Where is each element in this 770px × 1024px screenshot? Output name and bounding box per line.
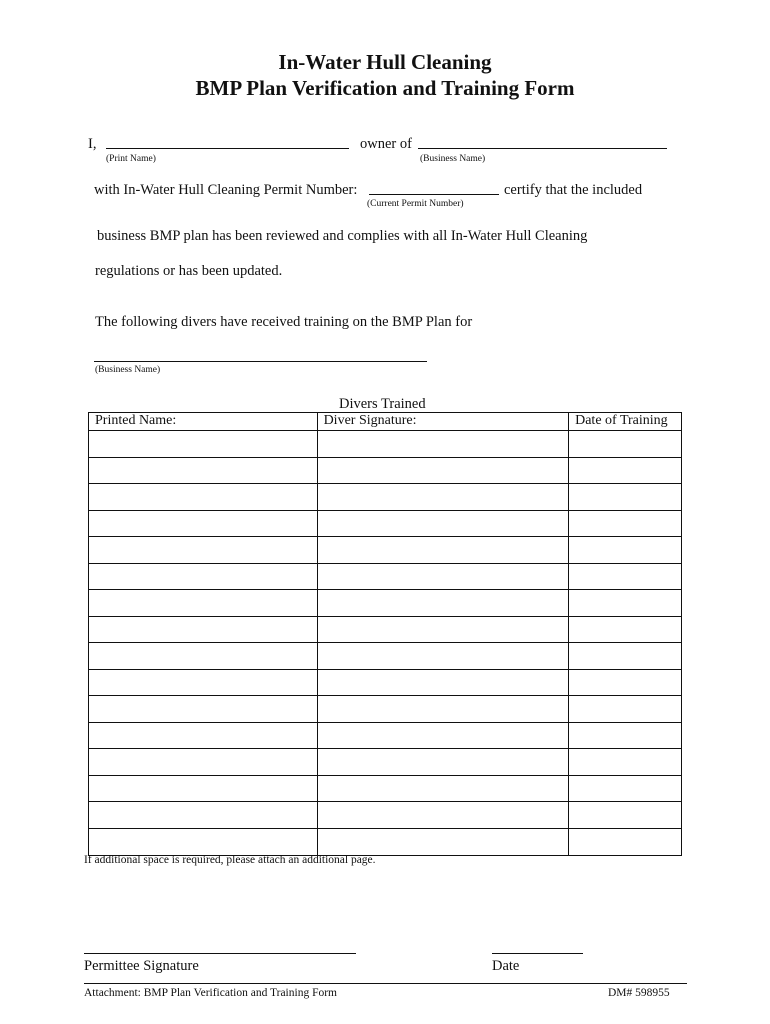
diver-signature-cell[interactable] <box>317 457 569 484</box>
permit-number-field[interactable] <box>369 194 499 195</box>
permit-number-caption: (Current Permit Number) <box>367 199 464 209</box>
table-row <box>89 510 682 537</box>
permit-number-text: with In-Water Hull Cleaning Permit Number: <box>94 182 358 198</box>
diver-signature-cell[interactable] <box>317 828 569 855</box>
printed-name-cell[interactable] <box>89 537 318 564</box>
table-row <box>89 616 682 643</box>
date-of-training-cell[interactable] <box>569 696 682 723</box>
date-of-training-cell[interactable] <box>569 590 682 617</box>
diver-signature-cell[interactable] <box>317 802 569 829</box>
table-row <box>89 643 682 670</box>
print-name-field[interactable] <box>106 148 349 149</box>
diver-signature-cell[interactable] <box>317 749 569 776</box>
date-of-training-cell[interactable] <box>569 431 682 458</box>
form-title-line1: In-Water Hull Cleaning <box>278 50 492 74</box>
printed-name-cell[interactable] <box>89 828 318 855</box>
table-row <box>89 484 682 511</box>
date-of-training-cell[interactable] <box>569 510 682 537</box>
column-header-date-of-training: Date of Training <box>569 413 682 431</box>
diver-signature-cell[interactable] <box>317 537 569 564</box>
certify-text: certify that the included <box>504 182 643 198</box>
business-name-field[interactable] <box>418 148 667 149</box>
printed-name-cell[interactable] <box>89 484 318 511</box>
printed-name-cell[interactable] <box>89 616 318 643</box>
statement-line4: regulations or has been updated. <box>95 263 283 279</box>
footer-attachment: Attachment: BMP Plan Verification and Training Form <box>84 987 337 999</box>
footer-divider <box>84 983 687 984</box>
date-of-training-cell[interactable] <box>569 537 682 564</box>
printed-name-cell[interactable] <box>89 590 318 617</box>
date-of-training-cell[interactable] <box>569 828 682 855</box>
table-row <box>89 563 682 590</box>
date-of-training-cell[interactable] <box>569 802 682 829</box>
date-of-training-cell[interactable] <box>569 722 682 749</box>
printed-name-cell[interactable] <box>89 669 318 696</box>
table-caption: Divers Trained <box>339 396 426 412</box>
permittee-signature-label: Permittee Signature <box>84 958 199 974</box>
printed-name-cell[interactable] <box>89 749 318 776</box>
additional-space-note: If additional space is required, please attach an additional page. <box>84 854 376 866</box>
footer-dm-number: DM# 598955 <box>608 987 670 999</box>
diver-signature-cell[interactable] <box>317 722 569 749</box>
table-row <box>89 828 682 855</box>
printed-name-cell[interactable] <box>89 722 318 749</box>
divers-statement: The following divers have received training on the BMP Plan for <box>95 314 473 330</box>
printed-name-cell[interactable] <box>89 563 318 590</box>
table-header-row <box>89 413 682 431</box>
printed-name-cell[interactable] <box>89 431 318 458</box>
form-title-line2: BMP Plan Verification and Training Form <box>195 76 575 100</box>
diver-signature-cell[interactable] <box>317 510 569 537</box>
date-of-training-cell[interactable] <box>569 616 682 643</box>
table-row <box>89 722 682 749</box>
date-of-training-cell[interactable] <box>569 563 682 590</box>
statement-line3: business BMP plan has been reviewed and complies with all In-Water Hull Cleaning <box>97 228 588 244</box>
print-name-caption: (Print Name) <box>106 154 156 164</box>
diver-signature-cell[interactable] <box>317 696 569 723</box>
column-header-diver-signature: Diver Signature: <box>317 413 569 431</box>
diver-signature-cell[interactable] <box>317 484 569 511</box>
business-name-caption-2: (Business Name) <box>95 365 161 375</box>
printed-name-cell[interactable] <box>89 775 318 802</box>
printed-name-cell[interactable] <box>89 802 318 829</box>
divers-trained-table <box>88 412 682 856</box>
diver-signature-cell[interactable] <box>317 669 569 696</box>
diver-signature-cell[interactable] <box>317 563 569 590</box>
business-name-caption: (Business Name) <box>420 154 486 164</box>
date-of-training-cell[interactable] <box>569 669 682 696</box>
date-of-training-cell[interactable] <box>569 749 682 776</box>
printed-name-cell[interactable] <box>89 457 318 484</box>
business-name-field-2[interactable] <box>94 361 427 362</box>
diver-signature-cell[interactable] <box>317 616 569 643</box>
printed-name-cell[interactable] <box>89 510 318 537</box>
printed-name-cell[interactable] <box>89 696 318 723</box>
permittee-signature-field[interactable] <box>84 953 356 954</box>
table-row <box>89 537 682 564</box>
table-row <box>89 669 682 696</box>
table-row <box>89 749 682 776</box>
owner-of-text: owner of <box>360 136 412 152</box>
date-of-training-cell[interactable] <box>569 457 682 484</box>
diver-signature-cell[interactable] <box>317 590 569 617</box>
table-row <box>89 696 682 723</box>
diver-signature-cell[interactable] <box>317 775 569 802</box>
table-row <box>89 775 682 802</box>
column-header-printed-name: Printed Name: <box>89 413 318 431</box>
printed-name-cell[interactable] <box>89 643 318 670</box>
table-row <box>89 457 682 484</box>
date-field[interactable] <box>492 953 583 954</box>
table-row <box>89 431 682 458</box>
date-label: Date <box>492 958 520 974</box>
diver-signature-cell[interactable] <box>317 643 569 670</box>
date-of-training-cell[interactable] <box>569 484 682 511</box>
diver-signature-cell[interactable] <box>317 431 569 458</box>
table-row <box>89 802 682 829</box>
table-row <box>89 590 682 617</box>
date-of-training-cell[interactable] <box>569 643 682 670</box>
i-prefix: I, <box>88 136 97 152</box>
date-of-training-cell[interactable] <box>569 775 682 802</box>
